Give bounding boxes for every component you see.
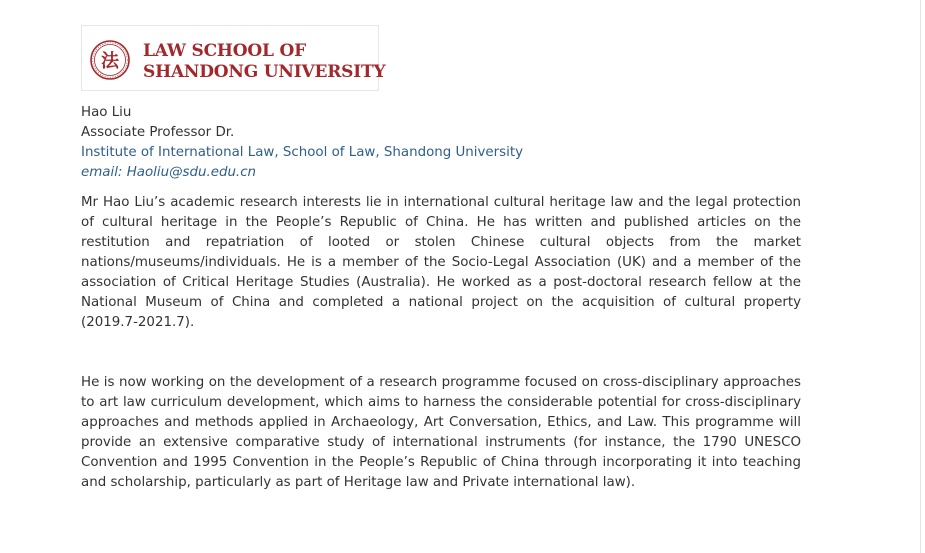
person-title: Associate Professor Dr. bbox=[81, 125, 235, 140]
school-logo bbox=[81, 25, 386, 91]
bio-paragraph-2: He is now working on the development of a research programme focused on cross-disciplinary approaches to art law curriculum development, which aims to harness the considerable potential for cross-disciplinary approaches and methods applied in Archaeology, Art Conversation, Ethics, and Law. This programme will provide an extensive comparative study of international instruments (for instance, the 1790 UNESCO Convention and 1995 Convention in the People’s Republic of China through incorporating it into teaching and scholarship, particularly as part of Heritage law and Private international law). bbox=[81, 375, 801, 490]
email-link[interactable]: Haoliu@sdu.edu.cn bbox=[126, 165, 257, 180]
institute-name: Institute of International Law, School of Law, Shandong University bbox=[81, 145, 524, 160]
university-seal-icon bbox=[90, 40, 130, 80]
page-edge-divider bbox=[920, 0, 921, 553]
contact-block bbox=[81, 103, 801, 183]
seal-character: 法 bbox=[101, 51, 119, 72]
email-line bbox=[81, 163, 801, 183]
profile-content bbox=[81, 25, 801, 493]
email-label: email: bbox=[81, 165, 127, 180]
bio-paragraph-1: Mr Hao Liu’s academic research interests lie in international cultural heritage law and the legal protection of cultural heritage in the People’s Republic of China. He has written and published articles on the restitution and repatriation of looted or stolen Chinese cultural objects from the market nations/museums/individuals. He is a member of the Socio-Legal Association (UK) and a member of the association of Critical Heritage Studies (Australia). He worked as a post-doctoral research fellow at the National Museum of China and completed a national project on the acquisition of cultural property (2019.7-2021.7). bbox=[81, 195, 801, 330]
logo-line-1: LAW SCHOOL OF bbox=[143, 41, 306, 61]
logo-wordmark bbox=[143, 41, 385, 83]
logo-line-2: SHANDONG UNIVERSITY bbox=[143, 62, 386, 82]
person-name: Hao Liu bbox=[81, 105, 132, 120]
